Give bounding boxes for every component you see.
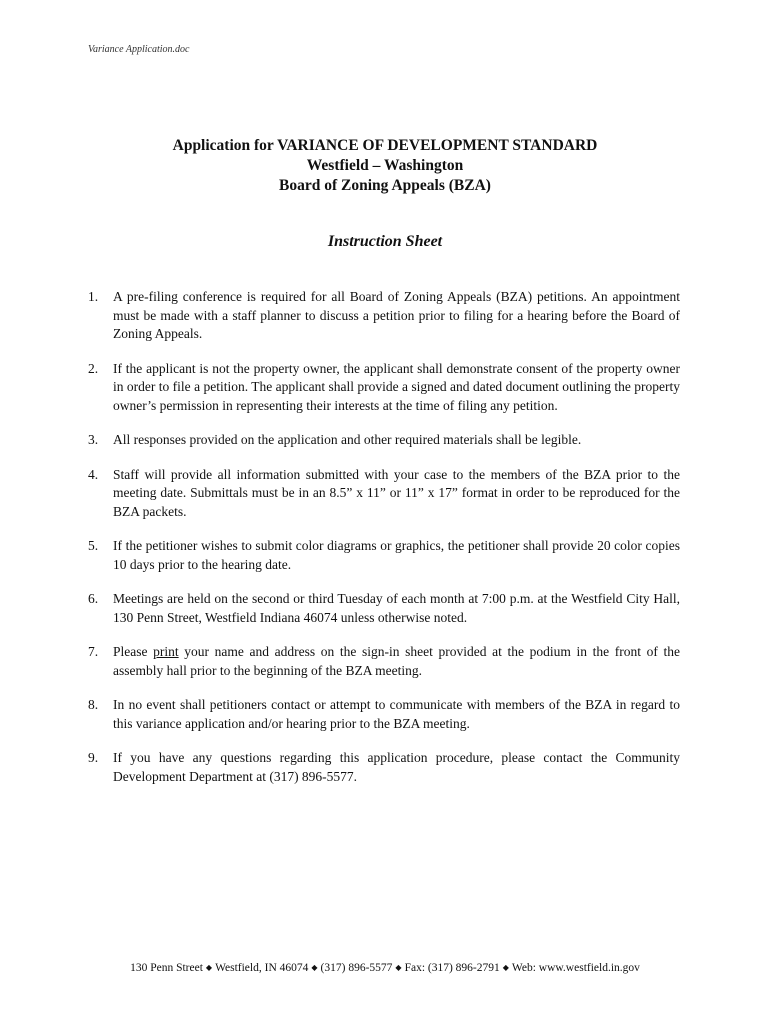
item-text: If you have any questions regarding this application procedure, please contact the Community Development Department at (317) 896-5577. <box>113 750 680 784</box>
item-text: If the petitioner wishes to submit color diagrams or graphics, the petitioner shall provide 20 color copies 10 days prior to the hearing date. <box>113 538 680 572</box>
instruction-list <box>88 288 680 802</box>
page-footer <box>0 962 770 974</box>
item-number: 8. <box>88 697 99 712</box>
item-text: In no event shall petitioners contact or attempt to communicate with members of the BZA in regard to this variance application and/or hearing prior to the BZA meeting. <box>113 697 680 731</box>
item-text: Meetings are held on the second or third Tuesday of each month at 7:00 p.m. at the Westfield City Hall, 130 Penn Street, Westfield Indiana 46074 unless otherwise noted. <box>113 591 680 625</box>
footer-phone: (317) 896-5577 <box>320 962 393 974</box>
title-line-1: Application for VARIANCE OF DEVELOPMENT STANDARD <box>172 137 598 154</box>
list-item <box>88 749 680 786</box>
list-item <box>88 696 680 733</box>
list-item <box>88 590 680 627</box>
item-number: 1. <box>88 289 99 304</box>
item-text: A pre-filing conference is required for all Board of Zoning Appeals (BZA) petitions. An appointment must be made with a staff planner to discuss a petition prior to filing for a hearing before the Board of Zoning Appeals. <box>113 289 680 341</box>
item-number: 9. <box>88 750 99 765</box>
underlined-word-print: print <box>153 644 179 659</box>
item-text-before: Please <box>113 644 154 659</box>
diamond-separator-icon: ◆ <box>502 963 509 972</box>
item-number: 2. <box>88 360 99 376</box>
list-item <box>88 466 680 522</box>
footer-city: Westfield, IN 46074 <box>215 962 309 974</box>
diamond-separator-icon: ◆ <box>205 963 213 972</box>
item-text: If the applicant is not the property owner, the applicant shall demonstrate consent of the property owner in order to file a petition. The applicant shall provide a signed and dated document outlining the property owner’s permission in representing their interests at the time of filing any petition. <box>113 360 680 413</box>
footer-web: Web: www.westfield.in.gov <box>511 962 640 974</box>
footer-fax: Fax: (317) 896-2791 <box>404 962 500 974</box>
instruction-sheet-heading: Instruction Sheet <box>327 233 443 250</box>
item-text: Staff will provide all information submitted with your case to the members of the BZA prior to the meeting date. Submittals must be in an 8.5” x 11” or 11” x 17” format in order to be reproduced for the BZA packets. <box>113 466 680 519</box>
document-file-name: Variance Application.doc <box>88 44 190 55</box>
list-item <box>88 431 680 450</box>
item-number: 7. <box>88 644 99 659</box>
list-item <box>88 537 680 574</box>
item-text-after: your name and address on the sign-in sheet provided at the podium in the front of the assembly hall prior to the beginning of the BZA meeting. <box>113 644 680 678</box>
title-line-2: Westfield – Washington <box>306 157 464 174</box>
diamond-separator-icon: ◆ <box>311 963 318 972</box>
diamond-separator-icon: ◆ <box>395 963 402 972</box>
list-item <box>88 288 680 344</box>
title-line-3: Board of Zoning Appeals (BZA) <box>279 177 491 194</box>
footer-address: 130 Penn Street <box>130 962 203 974</box>
item-number: 6. <box>88 591 99 606</box>
list-item <box>88 360 680 416</box>
item-text <box>113 643 680 680</box>
list-item <box>88 643 680 680</box>
item-number: 5. <box>88 538 99 553</box>
item-number: 4. <box>88 466 99 482</box>
document-title <box>0 136 770 196</box>
item-text: All responses provided on the application and other required materials shall be legible. <box>113 432 582 447</box>
item-number: 3. <box>88 432 99 447</box>
